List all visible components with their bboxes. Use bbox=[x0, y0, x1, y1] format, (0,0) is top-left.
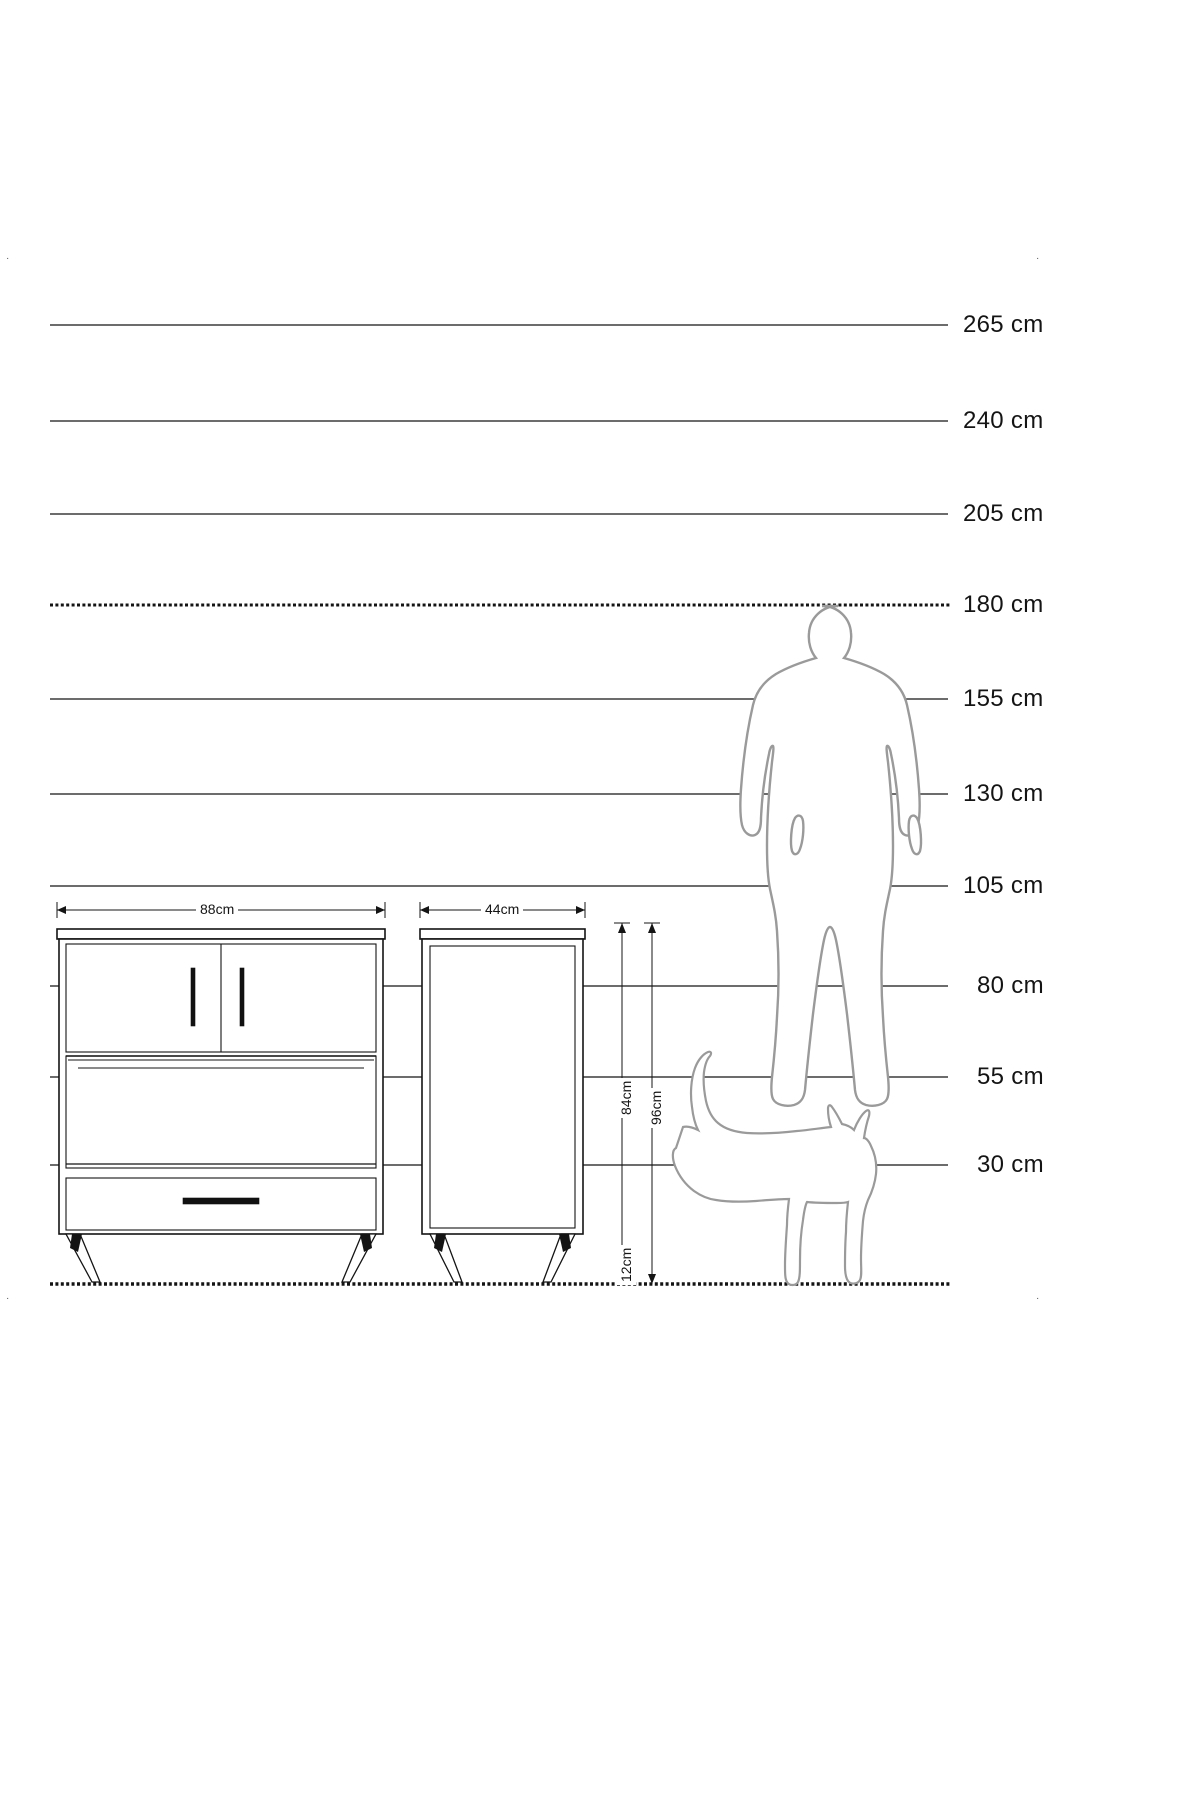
scale-label-205: 205 cm bbox=[963, 500, 1044, 527]
height-label-96cm: 96cm bbox=[646, 1088, 666, 1128]
scale-label-105: 105 cm bbox=[963, 872, 1044, 899]
corner-mark-bottom-right: · bbox=[1036, 1293, 1040, 1304]
scale-label-130: 130 cm bbox=[963, 780, 1044, 807]
width-label-44cm: 44cm bbox=[481, 901, 523, 917]
scale-label-55: 55 cm bbox=[977, 1063, 1044, 1090]
leg-right bbox=[543, 1234, 575, 1282]
leg-left bbox=[430, 1234, 462, 1282]
scale-label-240: 240 cm bbox=[963, 407, 1044, 434]
door-handle-right bbox=[240, 968, 244, 1026]
corner-mark-bottom-left: · bbox=[6, 1293, 10, 1304]
scale-label-80: 80 cm bbox=[977, 972, 1044, 999]
scale-label-265: 265 cm bbox=[963, 311, 1044, 338]
width-label-88cm: 88cm bbox=[196, 901, 238, 917]
scale-label-155: 155 cm bbox=[963, 685, 1044, 712]
height-label-84cm: 84cm bbox=[616, 1078, 636, 1118]
height-label-12cm: 12cm bbox=[616, 1245, 636, 1285]
drawer-handle bbox=[183, 1198, 259, 1204]
scale-label-180: 180 cm bbox=[963, 591, 1044, 618]
sideboard-88cm bbox=[57, 929, 385, 1282]
cabinet-44cm bbox=[420, 929, 585, 1282]
scale-label-30: 30 cm bbox=[977, 1151, 1044, 1178]
human-silhouette bbox=[740, 606, 921, 1106]
corner-mark-top-left: · bbox=[6, 253, 10, 264]
corner-mark-top-right: · bbox=[1036, 253, 1040, 264]
door-handle-left bbox=[191, 968, 195, 1026]
